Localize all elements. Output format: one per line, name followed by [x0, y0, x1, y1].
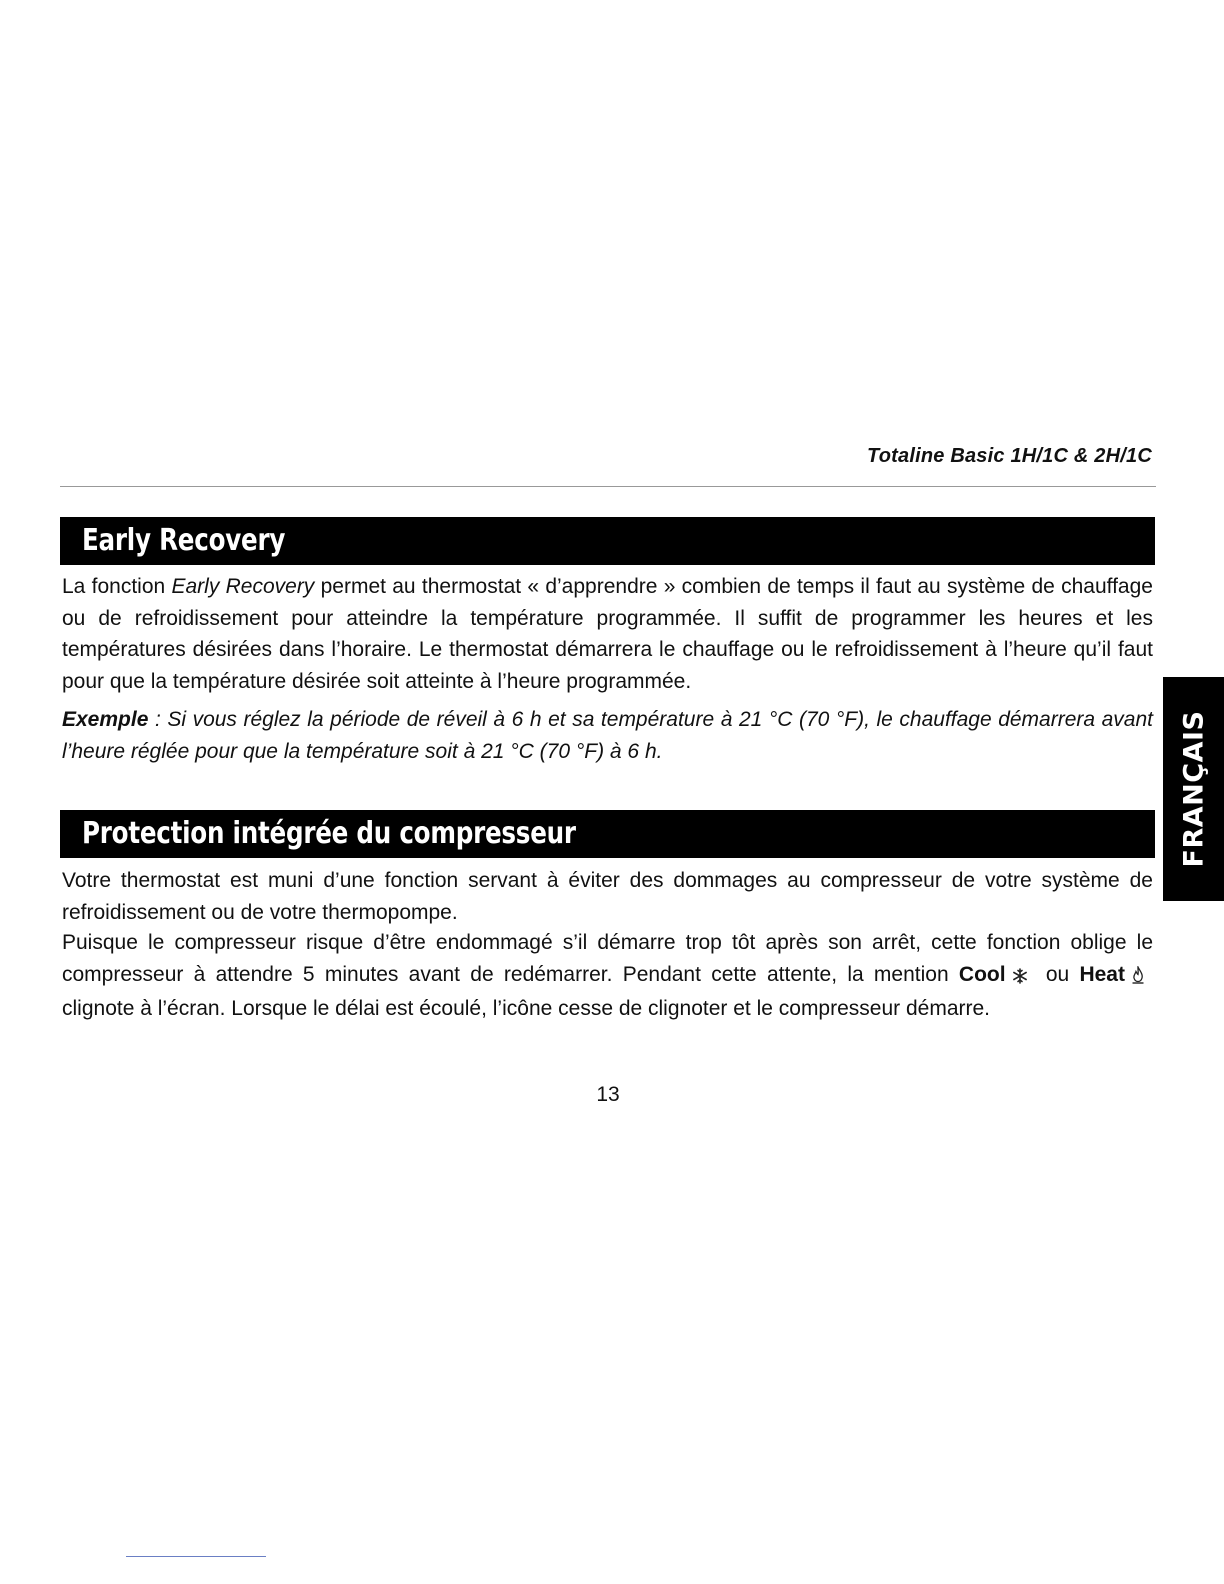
- section-title-compressor-protection: Protection intégrée du compresseur: [60, 810, 1155, 858]
- language-side-tab: [1163, 677, 1224, 901]
- flame-icon: [1131, 962, 1145, 994]
- snowflake-icon: [1012, 962, 1028, 994]
- page-number: 13: [596, 1083, 620, 1106]
- running-header-title: Totaline Basic 1H/1C & 2H/1C: [867, 445, 1152, 467]
- section-title-early-recovery: Early Recovery: [60, 517, 1155, 565]
- example-text: : Si vous réglez la période de réveil à 6 h et sa température à 21 °C (70 °F), le chauffage démarrera avant l’heure réglée pour que la température soit à 21 °C (70 °F) à 6 h.: [62, 708, 1153, 763]
- protection-para2-start: Puisque le compresseur risque d’être endommagé s’il démarre trop tôt après son arrêt, cette fonction oblige le compresseur à attendre 5 minutes avant de redémarrer. Pendant cette attente, la mention: [62, 931, 1153, 986]
- heat-label: Heat: [1079, 962, 1125, 986]
- early-recovery-intro: La fonction: [62, 575, 172, 598]
- example-label: Exemple: [62, 708, 149, 731]
- header-divider: [60, 486, 1156, 487]
- early-recovery-body: permet au thermostat « d’apprendre » combien de temps il faut au système de chauffage ou de refroidissement pour atteindre la température programmée. Il suffit de programmer les heures et les températures désirées dans l’horaire. Le thermostat démarrera le chauffage ou le refroidissement à l’heure qu’il faut pour que la température désirée soit atteinte à l’heure programmée.: [62, 575, 1153, 693]
- cool-heat-connector: ou: [1035, 962, 1080, 986]
- protection-para2-end: clignote à l’écran. Lorsque le délai est écoulé, l’icône cesse de clignoter et le compresseur démarre.: [62, 997, 990, 1021]
- cool-label: Cool: [958, 962, 1006, 986]
- early-recovery-term: Early Recovery: [171, 575, 315, 598]
- language-side-tab-label: FRANÇAIS: [1178, 710, 1209, 868]
- protection-paragraph-1: Votre thermostat est muni d’une fonction servant à éviter des dommages au compresseur de votre système de refroidissement ou de votre thermopompe.: [62, 869, 1153, 924]
- early-recovery-paragraph: [62, 571, 1153, 697]
- protection-paragraph-2: [62, 927, 1153, 1025]
- footer-divider: [126, 1556, 266, 1557]
- example-paragraph: [62, 704, 1153, 767]
